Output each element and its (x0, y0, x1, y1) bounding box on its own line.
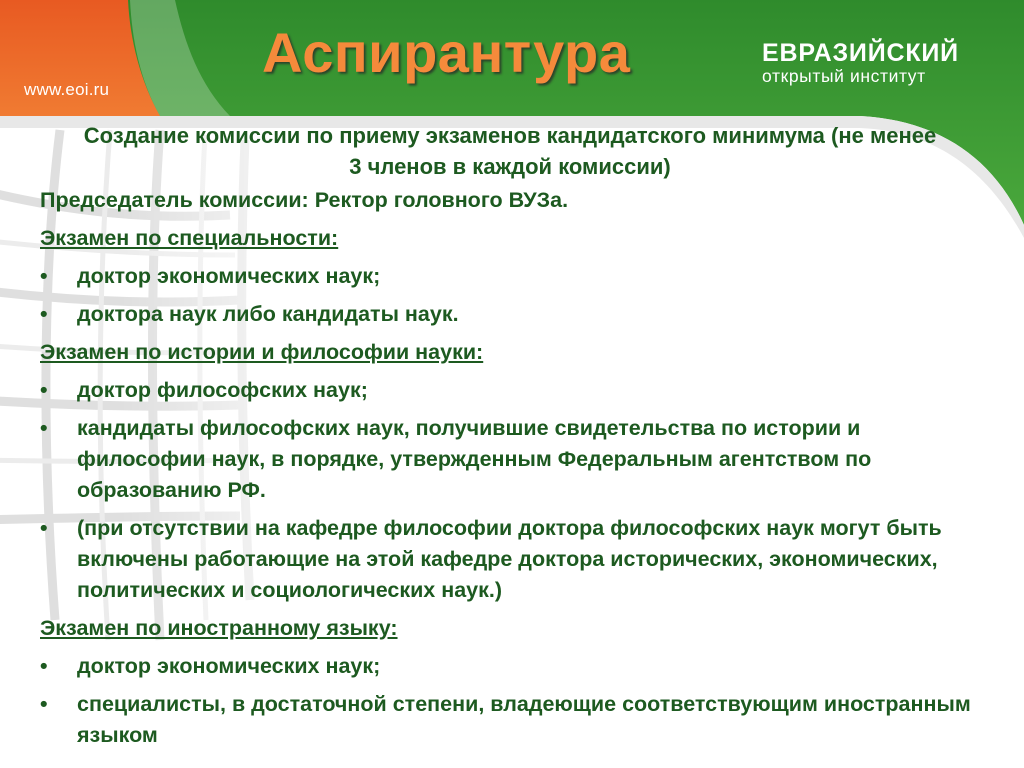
content-heading: Создание комиссии по приему экзаменов кандидатского минимума (не менее 3 членов в каждой комиссии) (83, 123, 937, 179)
bullet-icon: • (40, 416, 48, 440)
list-item-text: доктор философских наук; (77, 378, 368, 402)
slide-content (40, 120, 980, 758)
section-title-specialty: Экзамен по специальности: (40, 226, 339, 250)
institute-logo (762, 40, 959, 86)
list-item-text: кандидаты философских наук, получившие свидетельства по истории и философии наук, в порядке, утвержденным Федеральным агентством по образованию РФ. (77, 416, 872, 502)
list-item (40, 375, 980, 406)
bullet-icon: • (40, 516, 48, 540)
page-title: Аспирантура (262, 21, 631, 84)
bullet-icon: • (40, 654, 48, 678)
logo-line-2: открытый институт (762, 66, 926, 86)
bullet-icon: • (40, 692, 48, 716)
bullet-icon: • (40, 264, 48, 288)
logo-line-1: ЕВРАЗИЙСКИЙ (762, 39, 959, 67)
list-item (40, 513, 980, 606)
list-item-text: (при отсутствии на кафедре философии доктора философских наук могут быть включены работающие на этой кафедре доктора исторических, экономических, политических и социологических наук.) (77, 516, 942, 602)
list-item-text: доктора наук либо кандидаты наук. (77, 302, 459, 326)
site-url: www.eoi.ru (24, 80, 110, 99)
bullet-icon: • (40, 378, 48, 402)
list-item-text: доктор экономических наук; (77, 654, 381, 678)
list-item (40, 413, 980, 506)
list-item (40, 651, 980, 682)
bullet-icon: • (40, 302, 48, 326)
list-item (40, 261, 980, 292)
list-item (40, 689, 980, 751)
section-title-foreign-language: Экзамен по иностранному языку: (40, 616, 398, 640)
list-item-text: доктор экономических наук; (77, 264, 381, 288)
section-title-history-philosophy: Экзамен по истории и философии науки: (40, 340, 484, 364)
list-item-text: специалисты, в достаточной степени, владеющие соответствующим иностранным языком (77, 692, 971, 747)
list-item (40, 299, 980, 330)
chairman-text: Председатель комиссии: Ректор головного ВУЗа. (40, 188, 569, 212)
